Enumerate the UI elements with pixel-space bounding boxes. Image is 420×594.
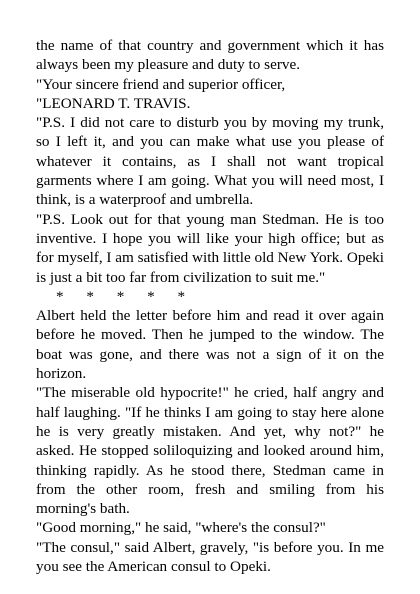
paragraph-letter-closing: the name of that country and government which it has always been my pleasure and duty to serve. (36, 37, 384, 74)
paragraph-consul-reply: "The consul," said Albert, gravely, "is before you. In me you see the American consul to Opeki. (36, 538, 384, 576)
paragraph-postscript-2: "P.S. Look out for that young man Stedman. He is too inventive. I hope you will like your high office; but as for myself, I am satisfied with little old New York. Opeki is just a bit too far from civilization to suit me." (36, 210, 384, 286)
paragraph-signature: "LEONARD T. TRAVIS. (36, 94, 191, 112)
section-separator: * * * * * (56, 287, 186, 305)
paragraph-signoff: "Your sincere friend and superior officer, (36, 75, 286, 93)
book-page (36, 36, 384, 576)
paragraph-hypocrite: "The miserable old hypocrite!" he cried, half angry and half laughing. "If he thinks I am going to stay here alone he is very greatly mistaken. And yet, why not?" he asked. He stopped soliloquizing and looked around him, thinking rapidly. As he stood there, Stedman came in from the other room, fresh and smiling from his morning's bath. (36, 384, 384, 518)
paragraph-good-morning: "Good morning," he said, "where's the consul?" (36, 519, 326, 537)
paragraph-albert-reads: Albert held the letter before him and read it over again before he moved. Then he jumped to the window. The boat was gone, and there was not a sign of it on the horizon. (36, 307, 384, 383)
paragraph-postscript-1: "P.S. I did not care to disturb you by moving my trunk, so I left it, and you can make what use you please of whatever it contains, as I shall not want tropical garments where I am going. What you will need most, I think, is a waterproof and umbrella. (36, 114, 384, 209)
